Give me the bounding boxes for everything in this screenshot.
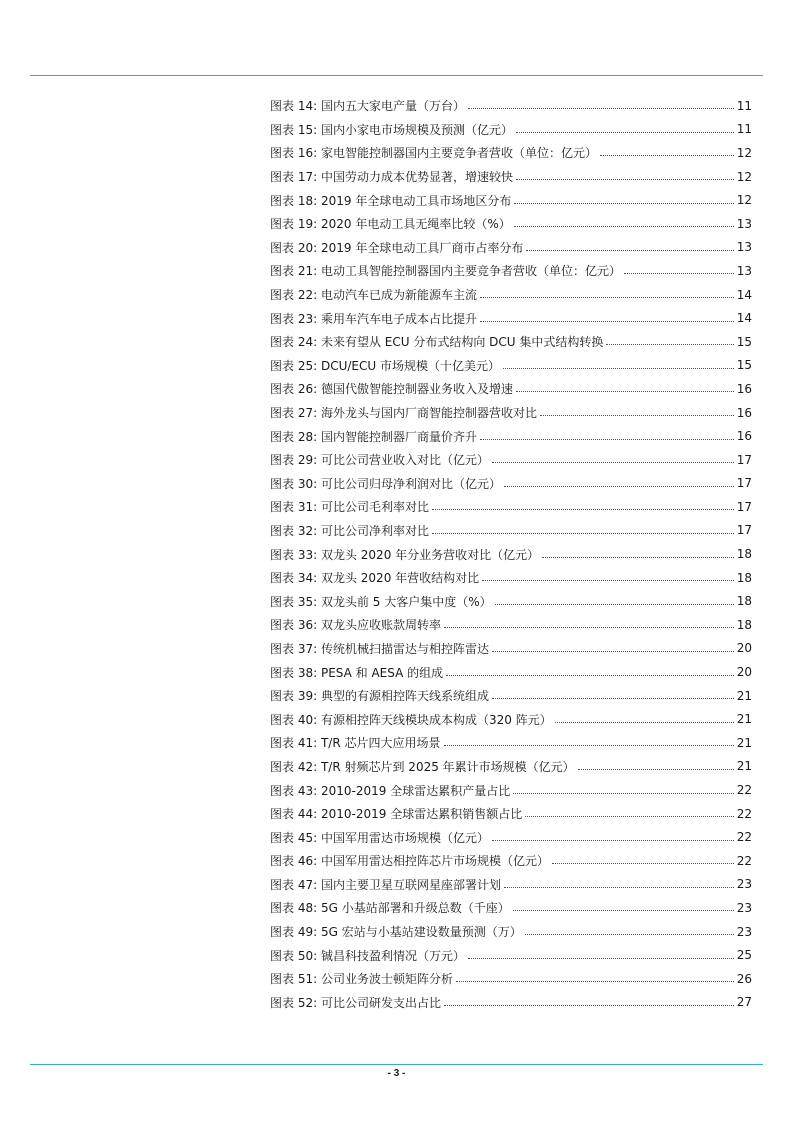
toc-entry-title: 国内主要卫星互联网星座部署计划	[320, 877, 501, 892]
toc-entry-page: 17	[736, 476, 752, 491]
toc-entry-title: T/R 射频芯片到 2025 年累计市场规模（亿元）	[320, 759, 575, 774]
toc-entry-title: 5G 宏站与小基站建设数量预测（万）	[320, 925, 522, 940]
toc-entry-page: 13	[736, 216, 752, 231]
toc-entry-label: 图表 33:	[270, 547, 318, 562]
toc-entry-leader	[446, 675, 734, 676]
toc-entry-label: 图表 18:	[270, 193, 318, 208]
toc-entry-title: 双龙头 2020 年分业务营收对比（亿元）	[320, 547, 540, 562]
toc-entry-label: 图表 50:	[270, 948, 318, 963]
toc-entry-page: 12	[736, 169, 752, 184]
toc-entry[interactable]	[270, 896, 752, 920]
toc-entry-page: 23	[736, 877, 752, 892]
toc-entry-label: 图表 46:	[270, 854, 318, 869]
toc-entry-label: 图表 48:	[270, 901, 318, 916]
toc-entry[interactable]	[270, 448, 752, 472]
toc-entry[interactable]	[270, 660, 752, 684]
toc-entry-leader	[624, 273, 734, 274]
toc-entry-page: 16	[736, 381, 752, 396]
toc-entry[interactable]	[270, 873, 752, 897]
toc-entry[interactable]	[270, 165, 752, 189]
toc-entry-page: 23	[736, 900, 752, 915]
toc-entry-page: 18	[736, 570, 752, 585]
toc-entry[interactable]	[270, 778, 752, 802]
toc-entry-page: 14	[736, 311, 752, 326]
toc-entry-leader	[555, 722, 734, 723]
toc-entry-title: 国内五大家电产量（万台）	[320, 99, 465, 114]
toc-entry-label: 图表 15:	[270, 122, 318, 137]
toc-entry-leader	[503, 368, 734, 369]
toc-entry-title: 海外龙头与国内厂商智能控制器营收对比	[320, 406, 537, 421]
toc-entry-title: 德国代傲智能控制器业务收入及增速	[320, 382, 513, 397]
table-of-figures	[270, 94, 752, 1014]
toc-entry-label: 图表 21:	[270, 264, 318, 279]
toc-entry-page: 20	[736, 665, 752, 680]
toc-entry[interactable]	[270, 566, 752, 590]
toc-entry-title: 铖昌科技盈利情况（万元）	[320, 948, 465, 963]
toc-entry-leader	[606, 344, 733, 345]
toc-entry-label: 图表 31:	[270, 500, 318, 515]
toc-entry-title: 中国劳动力成本优势显著，增速较快	[320, 170, 513, 185]
toc-entry-page: 20	[736, 641, 752, 656]
toc-entry-page: 18	[736, 547, 752, 562]
toc-entry-page: 23	[736, 924, 752, 939]
toc-entry-title: 2020 年电动工具无绳率比较（%）	[320, 217, 511, 232]
toc-entry-leader	[444, 627, 734, 628]
toc-entry-page: 18	[736, 594, 752, 609]
page-number: - 3 -	[387, 1068, 406, 1079]
toc-entry-title: 可比公司毛利率对比	[320, 500, 429, 515]
toc-entry-label: 图表 23:	[270, 311, 318, 326]
toc-entry-page: 15	[736, 358, 752, 373]
toc-entry-leader	[504, 887, 734, 888]
toc-entry[interactable]	[270, 755, 752, 779]
toc-entry[interactable]	[270, 684, 752, 708]
toc-entry-leader	[600, 155, 734, 156]
toc-entry[interactable]	[270, 802, 752, 826]
toc-entry-label: 图表 38:	[270, 665, 318, 680]
toc-entry-label: 图表 36:	[270, 618, 318, 633]
toc-entry-leader	[526, 250, 733, 251]
toc-entry-title: PESA 和 AESA 的组成	[320, 665, 444, 680]
toc-entry-page: 12	[736, 145, 752, 160]
toc-entry-title: 5G 小基站部署和升级总数（千座）	[320, 901, 510, 916]
toc-entry-leader	[525, 816, 734, 817]
toc-entry-title: 可比公司净利率对比	[320, 523, 429, 538]
toc-entry-label: 图表 14:	[270, 99, 318, 114]
toc-entry-page: 14	[736, 287, 752, 302]
toc-entry-label: 图表 47:	[270, 877, 318, 892]
toc-entry-label: 图表 51:	[270, 972, 318, 987]
footer-rule	[30, 1064, 763, 1065]
toc-entry-leader	[468, 958, 734, 959]
toc-entry-leader	[492, 840, 734, 841]
toc-entry-leader	[444, 745, 734, 746]
toc-entry-label: 图表 49:	[270, 925, 318, 940]
toc-entry-title: 2019 年全球电动工具厂商市占率分布	[320, 240, 524, 255]
toc-entry-title: 双龙头应收账款周转率	[320, 618, 441, 633]
toc-entry-page: 16	[736, 429, 752, 444]
toc-entry-label: 图表 44:	[270, 807, 318, 822]
toc-entry-page: 26	[736, 971, 752, 986]
toc-entry-title: 双龙头前 5 大客户集中度（%）	[320, 594, 492, 609]
toc-entry-title: 可比公司研发支出占比	[320, 995, 441, 1010]
toc-entry-label: 图表 52:	[270, 995, 318, 1010]
toc-entry-leader	[540, 415, 734, 416]
toc-entry[interactable]	[270, 589, 752, 613]
toc-entry-title: 可比公司归母净利润对比（亿元）	[320, 476, 501, 491]
toc-entry-page: 17	[736, 499, 752, 514]
toc-entry-label: 图表 41:	[270, 736, 318, 751]
toc-entry-page: 15	[736, 334, 752, 349]
toc-entry-page: 18	[736, 617, 752, 632]
toc-entry-label: 图表 45:	[270, 830, 318, 845]
toc-entry-title: 家电智能控制器国内主要竞争者营收（单位：亿元）	[320, 146, 597, 161]
toc-entry-title: 国内小家电市场规模及预测（亿元）	[320, 122, 513, 137]
toc-entry-title: 双龙头 2020 年营收结构对比	[320, 571, 480, 586]
toc-entry-label: 图表 34:	[270, 571, 318, 586]
toc-entry-title: 国内智能控制器厂商量价齐升	[320, 429, 477, 444]
toc-entry[interactable]	[270, 259, 752, 283]
toc-entry-page: 13	[736, 263, 752, 278]
toc-entry-title: 中国军用雷达市场规模（亿元）	[320, 830, 489, 845]
toc-entry-page: 22	[736, 783, 752, 798]
toc-entry-title: 可比公司营业收入对比（亿元）	[320, 453, 489, 468]
toc-entry-label: 图表 29:	[270, 453, 318, 468]
toc-entry-label: 图表 26:	[270, 382, 318, 397]
toc-entry-label: 图表 28:	[270, 429, 318, 444]
toc-entry-label: 图表 32:	[270, 523, 318, 538]
toc-entry-label: 图表 22:	[270, 288, 318, 303]
toc-entry[interactable]	[270, 731, 752, 755]
toc-entry-page: 12	[736, 193, 752, 208]
toc-entry[interactable]	[270, 283, 752, 307]
toc-entry-leader	[492, 698, 734, 699]
toc-entry-leader	[480, 321, 734, 322]
toc-entry[interactable]	[270, 118, 752, 142]
toc-entry-label: 图表 19:	[270, 217, 318, 232]
toc-entry-page: 21	[736, 688, 752, 703]
toc-entry-leader	[516, 391, 734, 392]
toc-entry-leader	[456, 981, 734, 982]
toc-entry-label: 图表 25:	[270, 358, 318, 373]
toc-entry-leader	[492, 651, 734, 652]
toc-entry-leader	[513, 793, 734, 794]
toc-entry-title: 中国军用雷达相控阵芯片市场规模（亿元）	[320, 854, 549, 869]
toc-entry-title: 电动汽车已成为新能源车主流	[320, 288, 477, 303]
toc-entry-title: 2019 年全球电动工具市场地区分布	[320, 193, 512, 208]
toc-entry-page: 11	[736, 98, 752, 113]
header-rule	[30, 75, 763, 76]
toc-entry-leader	[514, 226, 734, 227]
toc-entry-page: 17	[736, 452, 752, 467]
toc-entry[interactable]	[270, 94, 752, 118]
toc-entry[interactable]	[270, 330, 752, 354]
toc-entry-page: 11	[736, 122, 752, 137]
toc-entry-label: 图表 43:	[270, 783, 318, 798]
toc-entry[interactable]	[270, 967, 752, 991]
toc-entry[interactable]	[270, 707, 752, 731]
toc-entry-leader	[492, 462, 734, 463]
toc-entry-leader	[468, 108, 734, 109]
toc-entry-page: 22	[736, 806, 752, 821]
toc-entry-page: 22	[736, 830, 752, 845]
toc-entry[interactable]	[270, 472, 752, 496]
toc-entry-page: 17	[736, 523, 752, 538]
toc-entry-label: 图表 42:	[270, 759, 318, 774]
toc-entry-leader	[513, 910, 734, 911]
toc-entry-title: DCU/ECU 市场规模（十亿美元）	[320, 358, 500, 373]
toc-entry-label: 图表 20:	[270, 240, 318, 255]
toc-entry-leader	[480, 297, 734, 298]
toc-entry[interactable]	[270, 306, 752, 330]
toc-entry-label: 图表 17:	[270, 170, 318, 185]
toc-entry-title: 2010-2019 全球雷达累积产量占比	[320, 783, 511, 798]
toc-entry-title: 典型的有源相控阵天线系统组成	[320, 689, 489, 704]
toc-entry-page: 21	[736, 759, 752, 774]
toc-entry-page: 27	[736, 995, 752, 1010]
toc-entry-leader	[495, 604, 734, 605]
toc-entry-title: 电动工具智能控制器国内主要竞争者营收（单位：亿元）	[320, 264, 621, 279]
toc-entry-page: 22	[736, 853, 752, 868]
toc-entry[interactable]	[270, 613, 752, 637]
toc-entry[interactable]	[270, 991, 752, 1015]
toc-entry-page: 13	[736, 240, 752, 255]
toc-entry-page: 21	[736, 735, 752, 750]
toc-entry[interactable]	[270, 519, 752, 543]
toc-entry-label: 图表 40:	[270, 712, 318, 727]
toc-entry-leader	[432, 533, 734, 534]
toc-entry-leader	[516, 179, 734, 180]
toc-entry[interactable]	[270, 825, 752, 849]
toc-entry-title: T/R 芯片四大应用场景	[320, 736, 441, 751]
toc-entry-leader	[542, 557, 734, 558]
toc-entry-title: 乘用车汽车电子成本占比提升	[320, 311, 477, 326]
toc-entry-label: 图表 30:	[270, 476, 318, 491]
toc-entry[interactable]	[270, 542, 752, 566]
toc-entry-leader	[525, 934, 734, 935]
toc-entry-page: 16	[736, 405, 752, 420]
toc-entry-leader	[432, 509, 734, 510]
toc-entry-page: 25	[736, 948, 752, 963]
toc-entry-title: 传统机械扫描雷达与相控阵雷达	[320, 641, 489, 656]
toc-entry-label: 图表 16:	[270, 146, 318, 161]
toc-entry-leader	[444, 1005, 734, 1006]
toc-entry[interactable]	[270, 141, 752, 165]
toc-entry-leader	[552, 863, 734, 864]
toc-entry[interactable]	[270, 354, 752, 378]
toc-entry[interactable]	[270, 943, 752, 967]
toc-entry-leader	[514, 203, 733, 204]
toc-entry[interactable]	[270, 212, 752, 236]
toc-entry-title: 公司业务波士顿矩阵分析	[320, 972, 453, 987]
toc-entry[interactable]	[270, 495, 752, 519]
toc-entry[interactable]	[270, 424, 752, 448]
toc-entry-leader	[482, 580, 734, 581]
toc-entry-page: 21	[736, 712, 752, 727]
toc-entry[interactable]	[270, 377, 752, 401]
toc-entry[interactable]	[270, 637, 752, 661]
toc-entry-leader	[504, 486, 734, 487]
toc-entry-title: 2010-2019 全球雷达累积销售额占比	[320, 807, 523, 822]
toc-entry-label: 图表 39:	[270, 689, 318, 704]
toc-entry-leader	[480, 439, 734, 440]
toc-entry-label: 图表 24:	[270, 335, 318, 350]
toc-entry[interactable]	[270, 849, 752, 873]
toc-entry-title: 有源相控阵天线模块成本构成（320 阵元）	[320, 712, 552, 727]
toc-entry-label: 图表 37:	[270, 641, 318, 656]
toc-entry[interactable]	[270, 188, 752, 212]
toc-entry[interactable]	[270, 920, 752, 944]
toc-entry-title: 未来有望从 ECU 分布式结构向 DCU 集中式结构转换	[320, 335, 604, 350]
toc-entry-leader	[578, 769, 734, 770]
toc-entry-label: 图表 35:	[270, 594, 318, 609]
toc-entry-leader	[516, 132, 734, 133]
toc-entry[interactable]	[270, 236, 752, 260]
toc-entry[interactable]	[270, 401, 752, 425]
toc-entry-label: 图表 27:	[270, 406, 318, 421]
